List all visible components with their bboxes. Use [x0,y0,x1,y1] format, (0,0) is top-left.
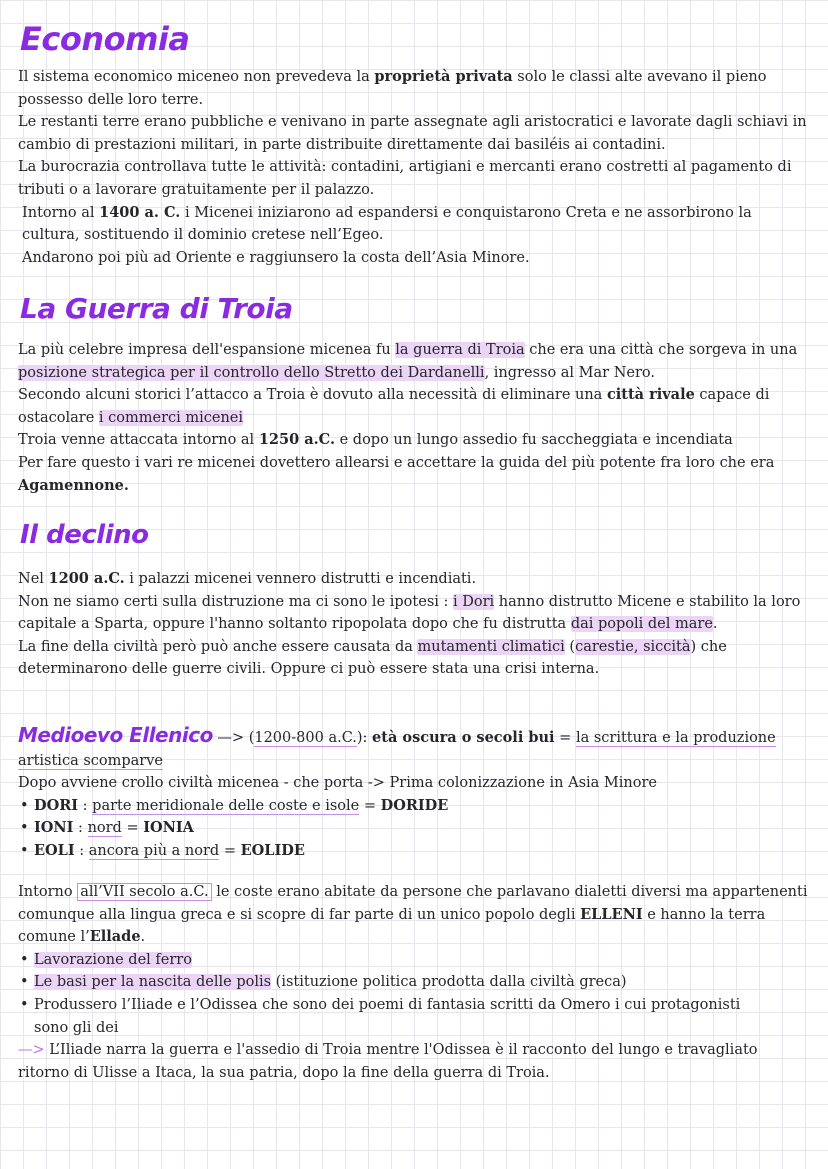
paragraph: Non ne siamo certi sulla distruzione ma ci sono le ipotesi : i Dori hanno distrutto Micene e stabilito la loro capitale a Sparta, oppure l'hanno soltanto ripopolata dopo che fu distrutta dai popoli del mare. [18,593,801,633]
highlight: i commerci micenei [98,409,244,426]
paragraph: Dopo avviene crollo civiltà micenea - che porta -> Prima colonizzazione in Asia Minore [18,775,657,792]
medioevo-section [18,724,813,863]
paragraph: Intorno all’VII secolo a.C. le coste erano abitate da persone che parlavano dialetti diversi ma appartenenti comunque alla lingua greca e si scopre di far parte di un unico popolo degli ELLENI e hanno la terra comune l’Ellade. [18,884,808,946]
boxed-term: all’VII secolo a.C. [77,883,211,901]
economia-section [18,66,813,269]
highlight: dai popoli del mare [570,616,713,633]
highlight: Le basi per la nascita delle polis [34,974,272,991]
paragraph: La fine della civiltà però può anche essere causata da mutamenti climatici (carestie, siccità) che determinarono delle guerre civili. Oppure ci può essere stata una crisi interna. [18,638,727,678]
paragraph: Medioevo Ellenico —> (1200-800 a.C.): età oscura o secoli bui = la scrittura e la produzione artistica scomparve [18,723,776,769]
achievements-list [18,949,813,1039]
paragraph: Il sistema economico miceneo non prevedeva la proprietà privata solo le classi alte avevano il pieno possesso delle loro terre. [18,68,767,108]
underlined-term: la scrittura e la produzione artistica scomparve [18,730,776,769]
highlight: mutamenti climatici [417,638,565,655]
paragraph: Per fare questo i vari re micenei dovettero allearsi e accettare la guida del più potente fra loro che era Agamennone. [18,454,775,494]
paragraph: Intorno al 1400 a. C. i Micenei iniziarono ad espandersi e conquistarono Creta e ne assorbirono la cultura, sostituendo il dominio cretese nell’Egeo. [22,203,752,244]
highlight-term: proprietà privata [374,68,513,85]
paragraph: —> L’Iliade narra la guerra e l'assedio di Troia mentre l'Odissea è il racconto del lungo e travagliato ritorno di Ulisse a Itaca, la sua patria, dopo la fine della guerra di Troia. [18,1042,758,1081]
troia-section [18,339,813,497]
list-item: • Le basi per la nascita delle polis (istituzione politica prodotta dalla civiltà greca) [18,971,813,994]
paragraph: Secondo alcuni storici l’attacco a Troia è dovuto alla necessità di eliminare una città rivale capace di ostacolare i commerci micenei [18,386,770,426]
highlight: Lavorazione del ferro [34,951,192,968]
list-item: • EOLI : ancora più a nord = EOLIDE [18,840,813,863]
paragraph: Troia venne attaccata intorno al 1250 a.C. e dopo un lungo assedio fu saccheggiata e incendiata [18,431,733,449]
section-title-troia: La Guerra di Troia [20,292,293,325]
section-title-economia: Economia [20,20,190,58]
paragraph: Andarono poi più ad Oriente e raggiunsero la costa dell’Asia Minore. [22,249,530,266]
paragraph: Nel 1200 a.C. i palazzi micenei vennero distrutti e incendiati. [18,570,477,587]
underlined-term: 1200-800 a.C. [254,730,357,746]
paragraph: La più celebre impresa dell'espansione micenea fu la guerra di Troia che era una città che sorgeva in una posizione strategica per il controllo dello Stretto dei Dardanelli, ingresso al Mar Nero. [18,342,798,381]
paragraph: Le restanti terre erano pubbliche e venivano in parte assegnate agli aristocratici e lavorate dagli schiavi in cambio di prestazioni militari, in parte distribuite direttamente dai basiléis ai contadini. [18,114,807,153]
list-item [18,949,813,972]
section-title-medioevo: Medioevo Ellenico [18,723,213,747]
highlight: posizione strategica per il controllo dello Stretto dei Dardanelli [18,364,485,381]
elleni-section [18,881,813,1084]
list-item: • IONI : nord = IONIA [18,817,813,840]
highlight: carestie, siccità [575,638,691,655]
peoples-list [18,795,813,863]
paragraph: La burocrazia controllava tutte le attività: contadini, artigiani e mercanti erano costretti al pagamento di tributi o a lavorare gratuitamente per il palazzo. [18,159,792,198]
list-item: • DORI : parte meridionale delle coste e isole = DORIDE [18,795,813,818]
highlight: la guerra di Troia [395,342,525,358]
list-item: • Produssero l’Iliade e l’Odissea che sono dei poemi di fantasia scritti da Omero i cui protagonisti sono gli dei [18,994,813,1039]
declino-section [18,568,813,681]
section-title-declino: Il declino [20,520,149,550]
highlight: i Dori [453,593,495,610]
arrow-icon: —> [18,1042,50,1059]
date-term: 1400 a. C. [99,203,181,221]
